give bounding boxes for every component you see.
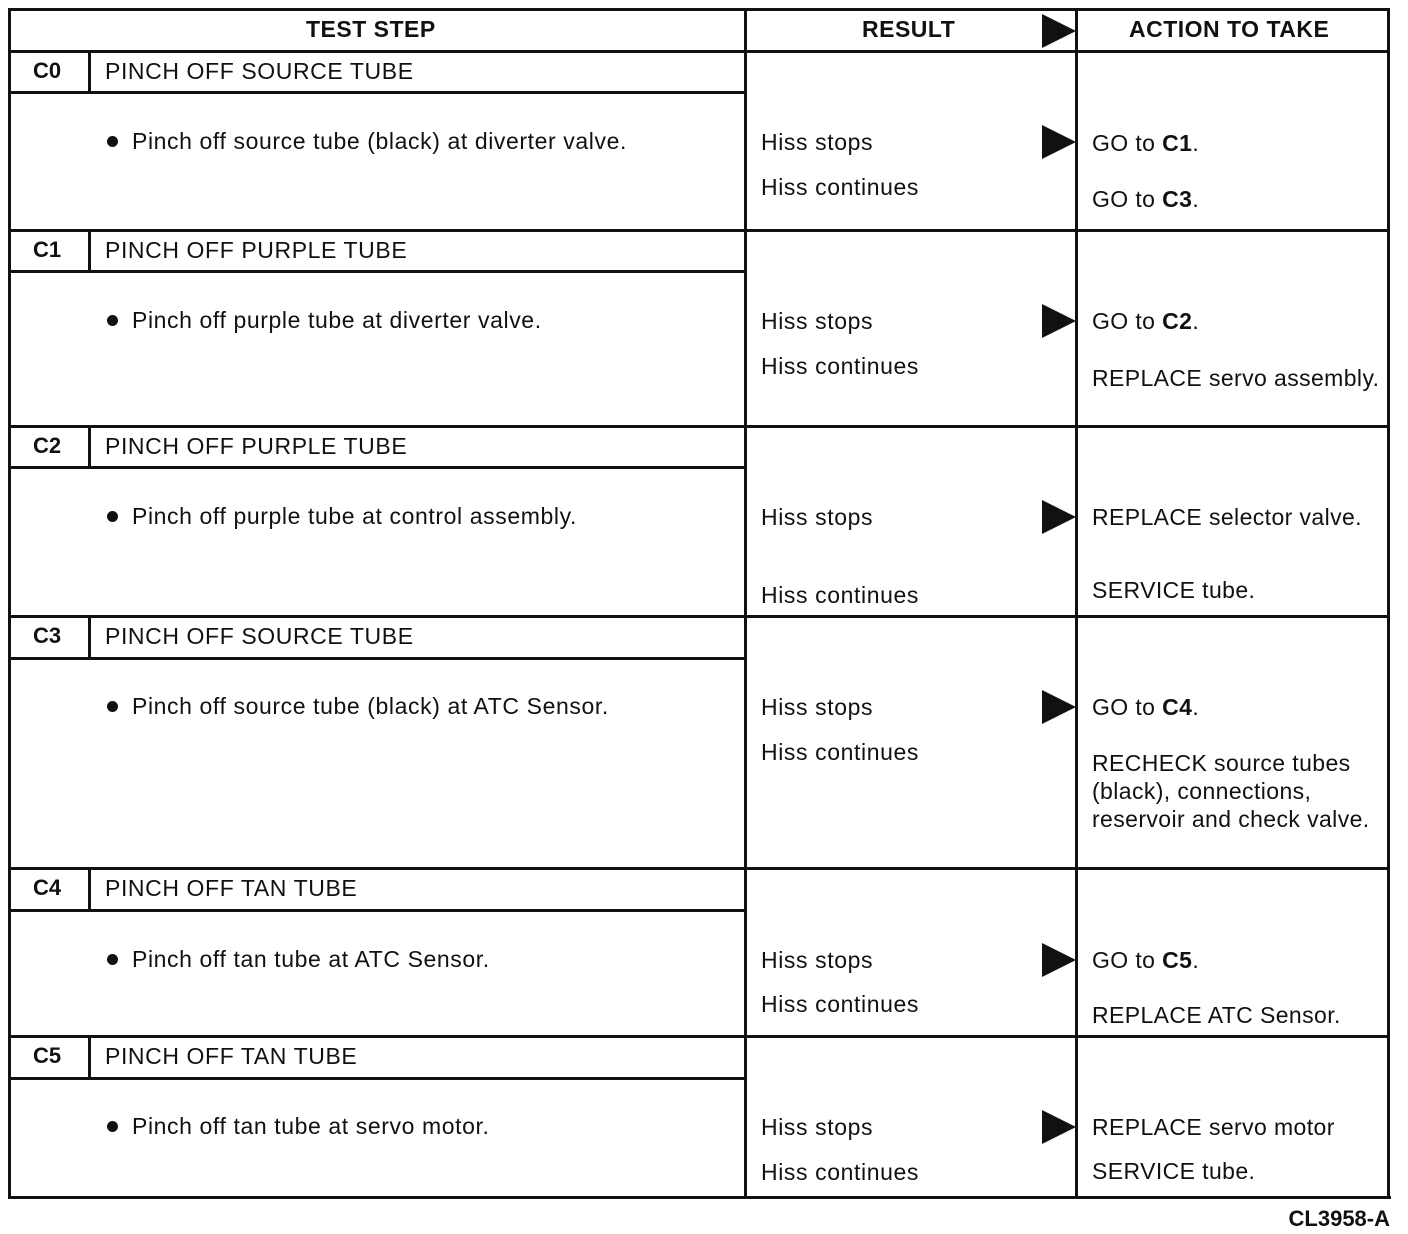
action-label: SERVICE tube. xyxy=(1092,1158,1256,1184)
header-arrow-icon xyxy=(1042,14,1076,48)
table-bottom-border xyxy=(8,1196,1391,1199)
action-label: SERVICE tube. xyxy=(1092,577,1256,603)
action-text xyxy=(1092,364,1382,392)
action-label: GO to xyxy=(1092,947,1163,973)
step-title-rule xyxy=(8,1077,747,1080)
bullet-icon xyxy=(107,954,118,965)
result-text: Hiss stops xyxy=(761,947,874,973)
action-suffix: . xyxy=(1192,186,1200,212)
result-text: Hiss stops xyxy=(761,1114,874,1140)
action-column-divider xyxy=(1075,8,1078,1199)
action-text xyxy=(1092,1001,1382,1029)
action-label: GO to xyxy=(1092,186,1163,212)
result-text: Hiss stops xyxy=(761,129,874,155)
action-text xyxy=(1092,1113,1382,1141)
result-column-divider xyxy=(744,8,747,1199)
result-header: RESULT xyxy=(862,16,956,42)
action-label: GO to xyxy=(1092,308,1163,334)
result-text: Hiss continues xyxy=(761,174,919,200)
row-divider xyxy=(8,425,1390,428)
action-step-ref: C2 xyxy=(1162,308,1193,334)
result-text: Hiss continues xyxy=(761,991,919,1017)
table-top-border xyxy=(8,8,1390,11)
action-label: REPLACE selector valve. xyxy=(1092,504,1362,530)
action-label: REPLACE ATC Sensor. xyxy=(1092,1002,1341,1028)
action-text xyxy=(1092,749,1382,833)
action-text xyxy=(1092,307,1382,335)
step-id: C1 xyxy=(33,236,62,262)
step-id-divider xyxy=(88,867,91,909)
action-suffix: . xyxy=(1192,694,1200,720)
row-divider xyxy=(8,615,1390,618)
step-title-rule xyxy=(8,270,747,273)
action-text xyxy=(1092,185,1382,213)
step-instruction: Pinch off tan tube at ATC Sensor. xyxy=(132,946,490,972)
step-instruction: Pinch off tan tube at servo motor. xyxy=(132,1113,490,1139)
bullet-icon xyxy=(107,701,118,712)
result-text: Hiss continues xyxy=(761,353,919,379)
table-left-border xyxy=(8,8,11,1199)
step-id: C2 xyxy=(33,432,62,458)
step-instruction: Pinch off purple tube at diverter valve. xyxy=(132,307,542,333)
result-text: Hiss stops xyxy=(761,308,874,334)
table-right-border xyxy=(1387,8,1390,1199)
step-id-divider xyxy=(88,50,91,91)
bullet-icon xyxy=(107,511,118,522)
step-title: PINCH OFF TAN TUBE xyxy=(105,875,358,901)
step-instruction: Pinch off source tube (black) at ATC Sensor. xyxy=(132,693,609,719)
result-arrow-icon xyxy=(1042,1110,1076,1144)
step-id: C3 xyxy=(33,623,62,648)
step-instruction: Pinch off source tube (black) at diverter valve. xyxy=(132,128,627,154)
step-title-rule xyxy=(8,657,747,660)
step-title: PINCH OFF TAN TUBE xyxy=(105,1043,358,1069)
step-title: PINCH OFF PURPLE TUBE xyxy=(105,432,408,459)
step-id: C4 xyxy=(33,875,62,900)
step-id-divider xyxy=(88,425,91,466)
result-arrow-icon xyxy=(1042,500,1076,534)
result-text: Hiss continues xyxy=(761,739,919,765)
step-id-divider xyxy=(88,615,91,657)
action-step-ref: C1 xyxy=(1162,130,1193,156)
action-label: RECHECK source tubes (black), connections, reservoir and check valve. xyxy=(1092,750,1370,832)
row-divider xyxy=(8,1035,1390,1038)
action-label: REPLACE servo assembly. xyxy=(1092,365,1380,391)
action-label: GO to xyxy=(1092,130,1163,156)
result-text: Hiss continues xyxy=(761,582,919,608)
figure-code: CL3958-A xyxy=(1288,1206,1390,1231)
action-text xyxy=(1092,693,1382,721)
action-text xyxy=(1092,576,1382,604)
step-title-rule xyxy=(8,466,747,469)
row-divider xyxy=(8,867,1390,870)
row-divider xyxy=(8,229,1390,232)
step-title-rule xyxy=(8,91,747,94)
result-arrow-icon xyxy=(1042,304,1076,338)
action-header: ACTION TO TAKE xyxy=(1129,16,1330,42)
step-title: PINCH OFF PURPLE TUBE xyxy=(105,236,408,263)
action-label: REPLACE servo motor xyxy=(1092,1114,1335,1140)
result-arrow-icon xyxy=(1042,690,1076,724)
step-title: PINCH OFF SOURCE TUBE xyxy=(105,57,414,84)
result-text: Hiss continues xyxy=(761,1159,919,1185)
result-arrow-icon xyxy=(1042,125,1076,159)
action-text xyxy=(1092,946,1382,974)
step-title: PINCH OFF SOURCE TUBE xyxy=(105,623,414,649)
action-text xyxy=(1092,129,1382,157)
header-bottom-border xyxy=(8,50,1390,53)
result-text: Hiss stops xyxy=(761,694,874,720)
action-step-ref: C3 xyxy=(1162,186,1193,212)
action-step-ref: C5 xyxy=(1162,947,1193,973)
bullet-icon xyxy=(107,136,118,147)
step-id-divider xyxy=(88,229,91,270)
action-suffix: . xyxy=(1192,947,1200,973)
action-label: GO to xyxy=(1092,694,1163,720)
action-text xyxy=(1092,503,1382,531)
action-suffix: . xyxy=(1192,130,1200,156)
test-step-header: TEST STEP xyxy=(306,16,436,42)
result-text: Hiss stops xyxy=(761,504,874,530)
step-id: C5 xyxy=(33,1043,62,1068)
action-text xyxy=(1092,1157,1382,1185)
action-suffix: . xyxy=(1192,308,1200,334)
bullet-icon xyxy=(107,315,118,326)
step-id-divider xyxy=(88,1035,91,1077)
step-id: C0 xyxy=(33,57,62,83)
bullet-icon xyxy=(107,1121,118,1132)
step-title-rule xyxy=(8,909,747,912)
result-arrow-icon xyxy=(1042,943,1076,977)
step-instruction: Pinch off purple tube at control assembly. xyxy=(132,503,577,529)
action-step-ref: C4 xyxy=(1162,694,1193,720)
